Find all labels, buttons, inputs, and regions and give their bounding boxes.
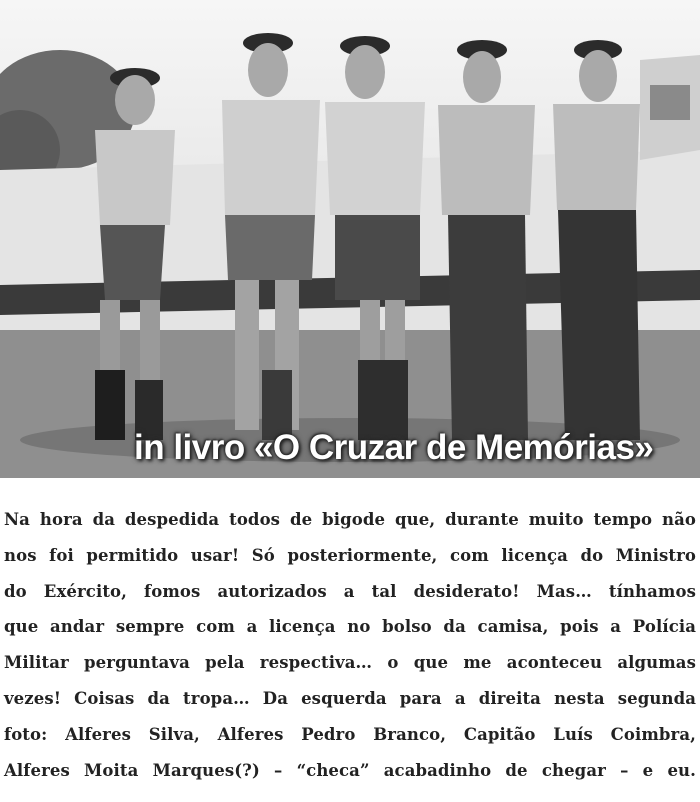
paragraph-line: Alferes Moita Marques(?) – “checa” acabadinho de chegar – e eu. <box>4 760 696 780</box>
paragraph-line: Na hora da despedida todos de bigode que, durante muito tempo não <box>4 510 696 529</box>
article-paragraph <box>4 502 696 788</box>
paragraph-line: foto: Alferes Silva, Alferes Pedro Branco, Capitão Luís Coimbra, <box>4 724 696 744</box>
paragraph-line: Militar perguntava pela respectiva… o que me aconteceu algumas <box>4 653 696 673</box>
soldier-5 <box>553 40 640 440</box>
paragraph-line: vezes! Coisas da tropa… Da esquerda para a direita nesta segunda <box>4 688 696 708</box>
photo-caption-overlay: in livro «O Cruzar de Memórias» <box>134 428 654 467</box>
paragraph-line: nos foi permitido usar! Só posteriormente, com licença do Ministro <box>4 545 696 565</box>
airplane-window <box>650 85 690 120</box>
paragraph-line: que andar sempre com a licença no bolso da camisa, pois a Polícia <box>4 617 696 637</box>
paragraph-line: do Exército, fomos autorizados a tal desiderato! Mas… tínhamos <box>4 581 696 601</box>
soldier-4 <box>438 40 535 440</box>
